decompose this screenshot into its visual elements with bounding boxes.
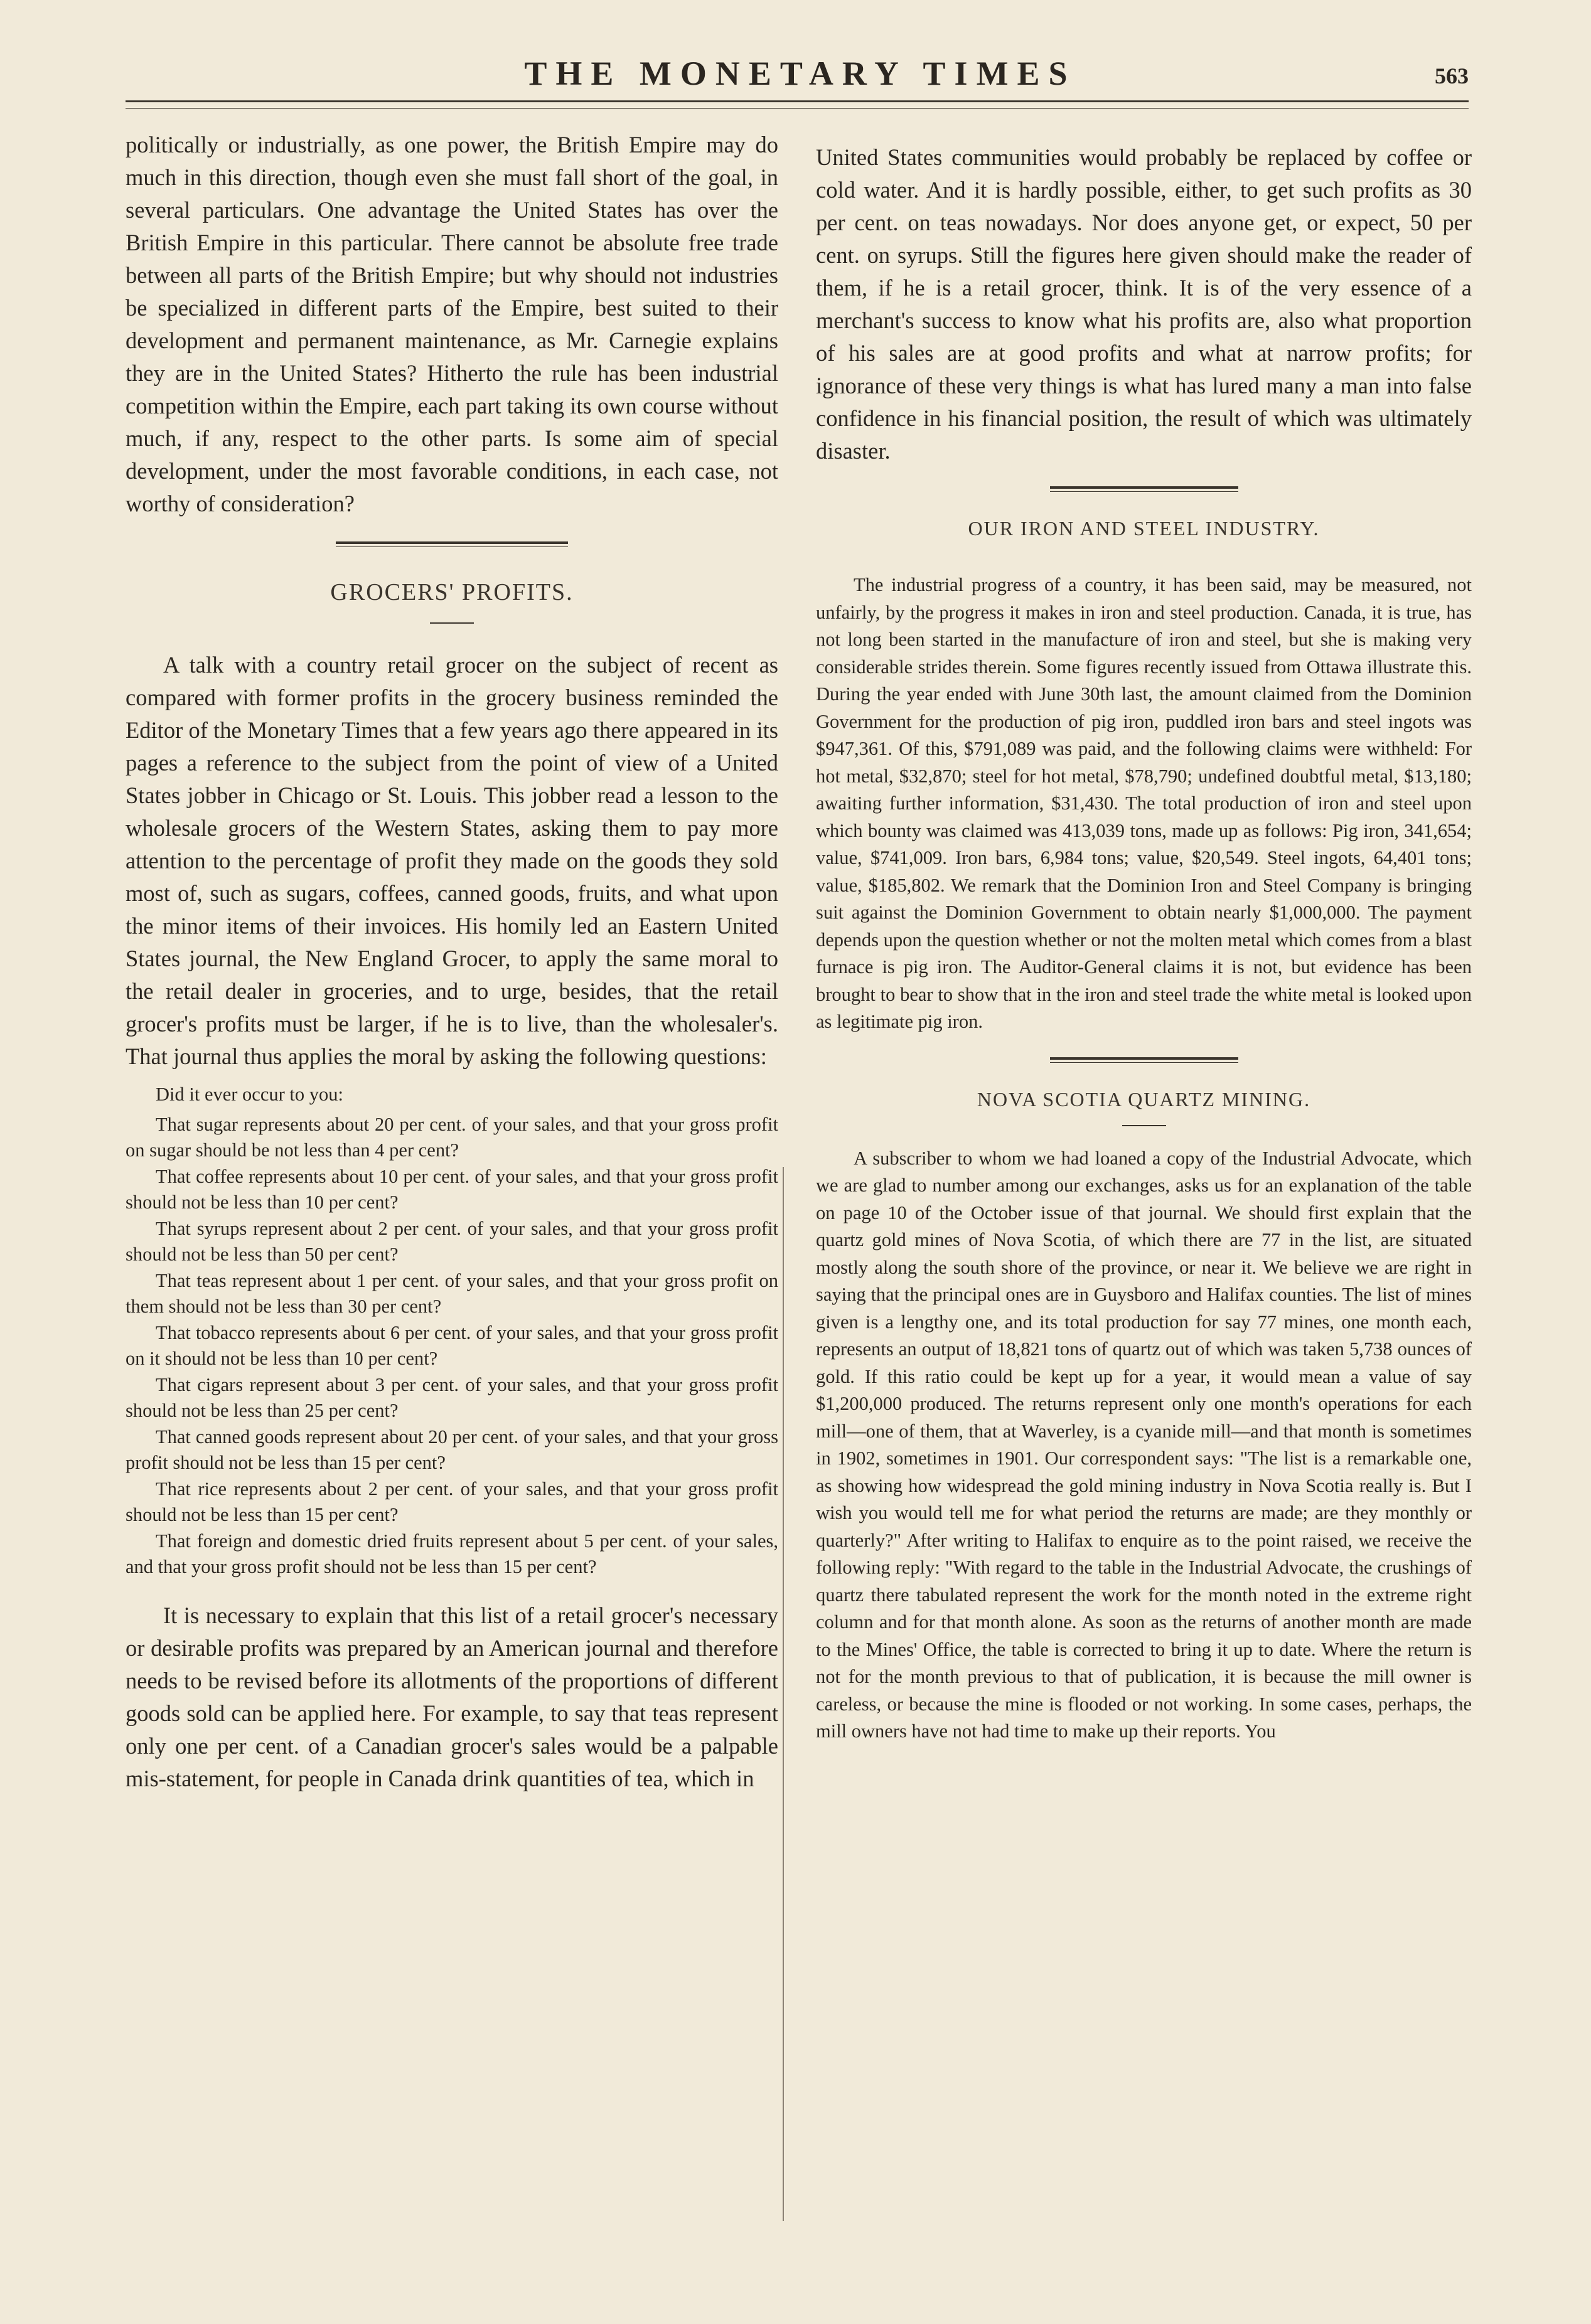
question-cigars: That cigars represent about 3 per cent. of your sales, and that your gross profit should not be less than 25 per cent? (126, 1373, 778, 1421)
question-sugar: That sugar represents about 20 per cent. of your sales, and that your gross profit on sugar should be not less than 4 per cent? (126, 1113, 778, 1161)
left-column (126, 129, 778, 1795)
section-ornament (1050, 486, 1238, 492)
section-ornament (1050, 1057, 1238, 1063)
section-ornament (336, 541, 568, 547)
question-tobacco: That tobacco represents about 6 per cent. of your sales, and that your gross profit on it should not be less than 10 per cent? (126, 1321, 778, 1369)
column-divider (783, 1167, 784, 2221)
question-dried-fruits: That foreign and domestic dried fruits represent about 5 per cent. of your sales, and that your gross profit should not be less than 15 per cent? (126, 1530, 778, 1577)
grocers-conclusion-paragraph: It is necessary to explain that this list of a retail grocer's necessary or desirable profits was prepared by an American journal and therefore needs to be revised before its allotments of the proportions of different goods sold can be applied here. For example, to say that teas represent only one per cent. of a Canadian grocer's sales would be a palpable mis-statement, for people in Canada drink quantities of tea, which in (126, 1602, 778, 1791)
nova-scotia-paragraph: A subscriber to whom we had loaned a copy of the Industrial Advocate, which we are glad to number among our exchanges, asks us for an explanation of the table on page 10 of the October issue of that journal. We should first explain that the quartz gold mines of Nova Scotia, of which there are 77 in the list, are situated mostly along the south shore of the province, or near it. We believe we are right in saying that the principal ones are in Guysboro and Halifax counties. The list of mines given is a lengthy one, and its total production for say 77 mines, one month each, represents an output of 18,821 tons of quartz out of which was taken 5,738 ounces of gold. If this ratio could be kept up for a year, it would mean a value of say $1,200,000 produced. The returns represent only one month's operations for each mill—one of them, that at Waverley, is a cyanide mill—and that month is sometimes in 1902, sometimes in 1901. Our correspondent says: "The list is a remarkable one, as showing how widespread the gold mining industry in Nova Scotia really is. But I wish you would tell me for what period the returns are made; are they monthly or quarterly?" After writing to Halifax to enquire as to the point raised, we receive the following reply: "With regard to the table in the Industrial Advocate, the crushings of quartz there tabulated represent the work for the month noted in the extreme right column and for that month alone. As soon as the returns of another month are made to the Mines' Office, the table is corrected to bring it up to date. Where the return is not for the month previous to that of publication, it is because the mill owner is careless, or because the mine is flooded or not working. In some cases, perhaps, the mill owners have not had time to make up their reports. You (816, 1147, 1472, 1742)
question-teas: That teas represent about 1 per cent. of your sales, and that your gross profit on them should not be less than 30 per cent? (126, 1269, 778, 1317)
question-syrups: That syrups represent about 2 per cent. of your sales, and that your gross profit should not be less than 50 per cent? (126, 1217, 778, 1265)
nova-scotia-title: NOVA SCOTIA QUARTZ MINING. (977, 1087, 1311, 1111)
questions-lead: Did it ever occur to you: (156, 1084, 343, 1105)
page-header (126, 49, 1475, 99)
continued-article-text: politically or industrially, as one power, the British Empire may do much in this direction, though even she must fall short of the goal, in several particulars. One advantage the United States has over the British Empire in this particular. There cannot be absolute free trade between all parts of the British Empire; but why should not industries be specialized in different parts of the Empire, best suited to their development and permanent maintenance, as Mr. Carnegie explains they are in the United States? Hitherto the rule has been industrial competition within the Empire, each part taking its own course without much, if any, respect to the other parts. Is some aim of special development, under the most favorable conditions, in each case, not worthy of consideration? (126, 132, 778, 516)
right-column (816, 141, 1472, 1746)
iron-steel-paragraph: The industrial progress of a country, it has been said, may be measured, not unfairly, by the progress it makes in iron and steel production. Canada, it is true, has not long been started in the manufacture of iron and steel, but she is making very considerable strides therein. Some figures recently issued from Ottawa illustrate this. During the year ended with June 30th last, the amount claimed from the Dominion Government for the production of pig iron, puddled iron bars and steel ingots was $947,361. Of this, $791,089 was paid, and the following claims were withheld: For hot metal, $32,870; steel for hot metal, $78,790; undefined doubtful metal, $13,180; awaiting further information, $31,430. The total production of iron and steel upon which bounty was claimed was 413,039 tons, made up as follows: Pig iron, 341,654; value, $741,009. Iron bars, 6,984 tons; value, $20,549. Steel ingots, 64,401 tons; value, $185,802. We remark that the Dominion Iron and Steel Company is bringing suit against the Dominion Government to obtain nearly $1,000,000. The payment depends upon the question whether or not the molten metal which comes from a blast furnace is pig iron. The Auditor-General claims it is not, but evidence has been brought to bear to show that in the iron and steel trade the white metal is looked upon as legitimate pig iron. (816, 574, 1472, 1032)
grocers-continued-text: United States communities would probably be replaced by coffee or cold water. And it is hardly possible, either, to get such profits as 30 per cent. on teas nowadays. Nor does anyone get, or expect, 50 per cent. on syrups. Still the figures here given should make the reader of them, if he is a retail grocer, think. It is of the very essence of a merchant's success to know what his profits are, also what proportion of his sales are at good profits and what at narrow profits; for ignorance of these very things is what has lured many a man into false confidence in his financial position, the result of which was ultimately disaster. (816, 144, 1472, 464)
question-rice: That rice represents about 2 per cent. of your sales, and that your gross profit should not be less than 15 per cent? (126, 1478, 778, 1525)
masthead: THE MONETARY TIMES (524, 55, 1076, 92)
question-canned-goods: That canned goods represent about 20 per cent. of your sales, and that your gross profit should not be less than 15 per cent? (126, 1426, 778, 1473)
grocers-profits-title: GROCERS' PROFITS. (330, 579, 574, 605)
header-rule-top (126, 100, 1469, 102)
iron-steel-title: OUR IRON AND STEEL INDUSTRY. (968, 517, 1320, 540)
question-coffee: That coffee represents about 10 per cent. of your sales, and that your gross profit should not be less than 10 per cent? (126, 1165, 778, 1213)
page-number: 563 (1435, 63, 1469, 88)
grocers-intro-paragraph: A talk with a country retail grocer on the subject of recent as compared with former profits in the grocery business reminded the Editor of the Monetary Times that a few years ago there appeared in its pages a reference to the subject from the point of view of a United States jobber in Chicago or St. Louis. This jobber read a lesson to the wholesale grocers of the Western States, asking them to pay more attention to the percentage of profit they made on the goods they sold most of, such as sugars, coffees, canned goods, fruits, and what upon the minor items of their invoices. His homily led an Eastern United States journal, the New England Grocer, to apply the same moral to the retail dealer in groceries, and to urge, besides, that the retail grocer's profits must be larger, if he is to live, than the wholesaler's. That journal thus applies the moral by asking the following questions: (126, 652, 778, 1069)
header-rule-bottom (126, 108, 1469, 109)
